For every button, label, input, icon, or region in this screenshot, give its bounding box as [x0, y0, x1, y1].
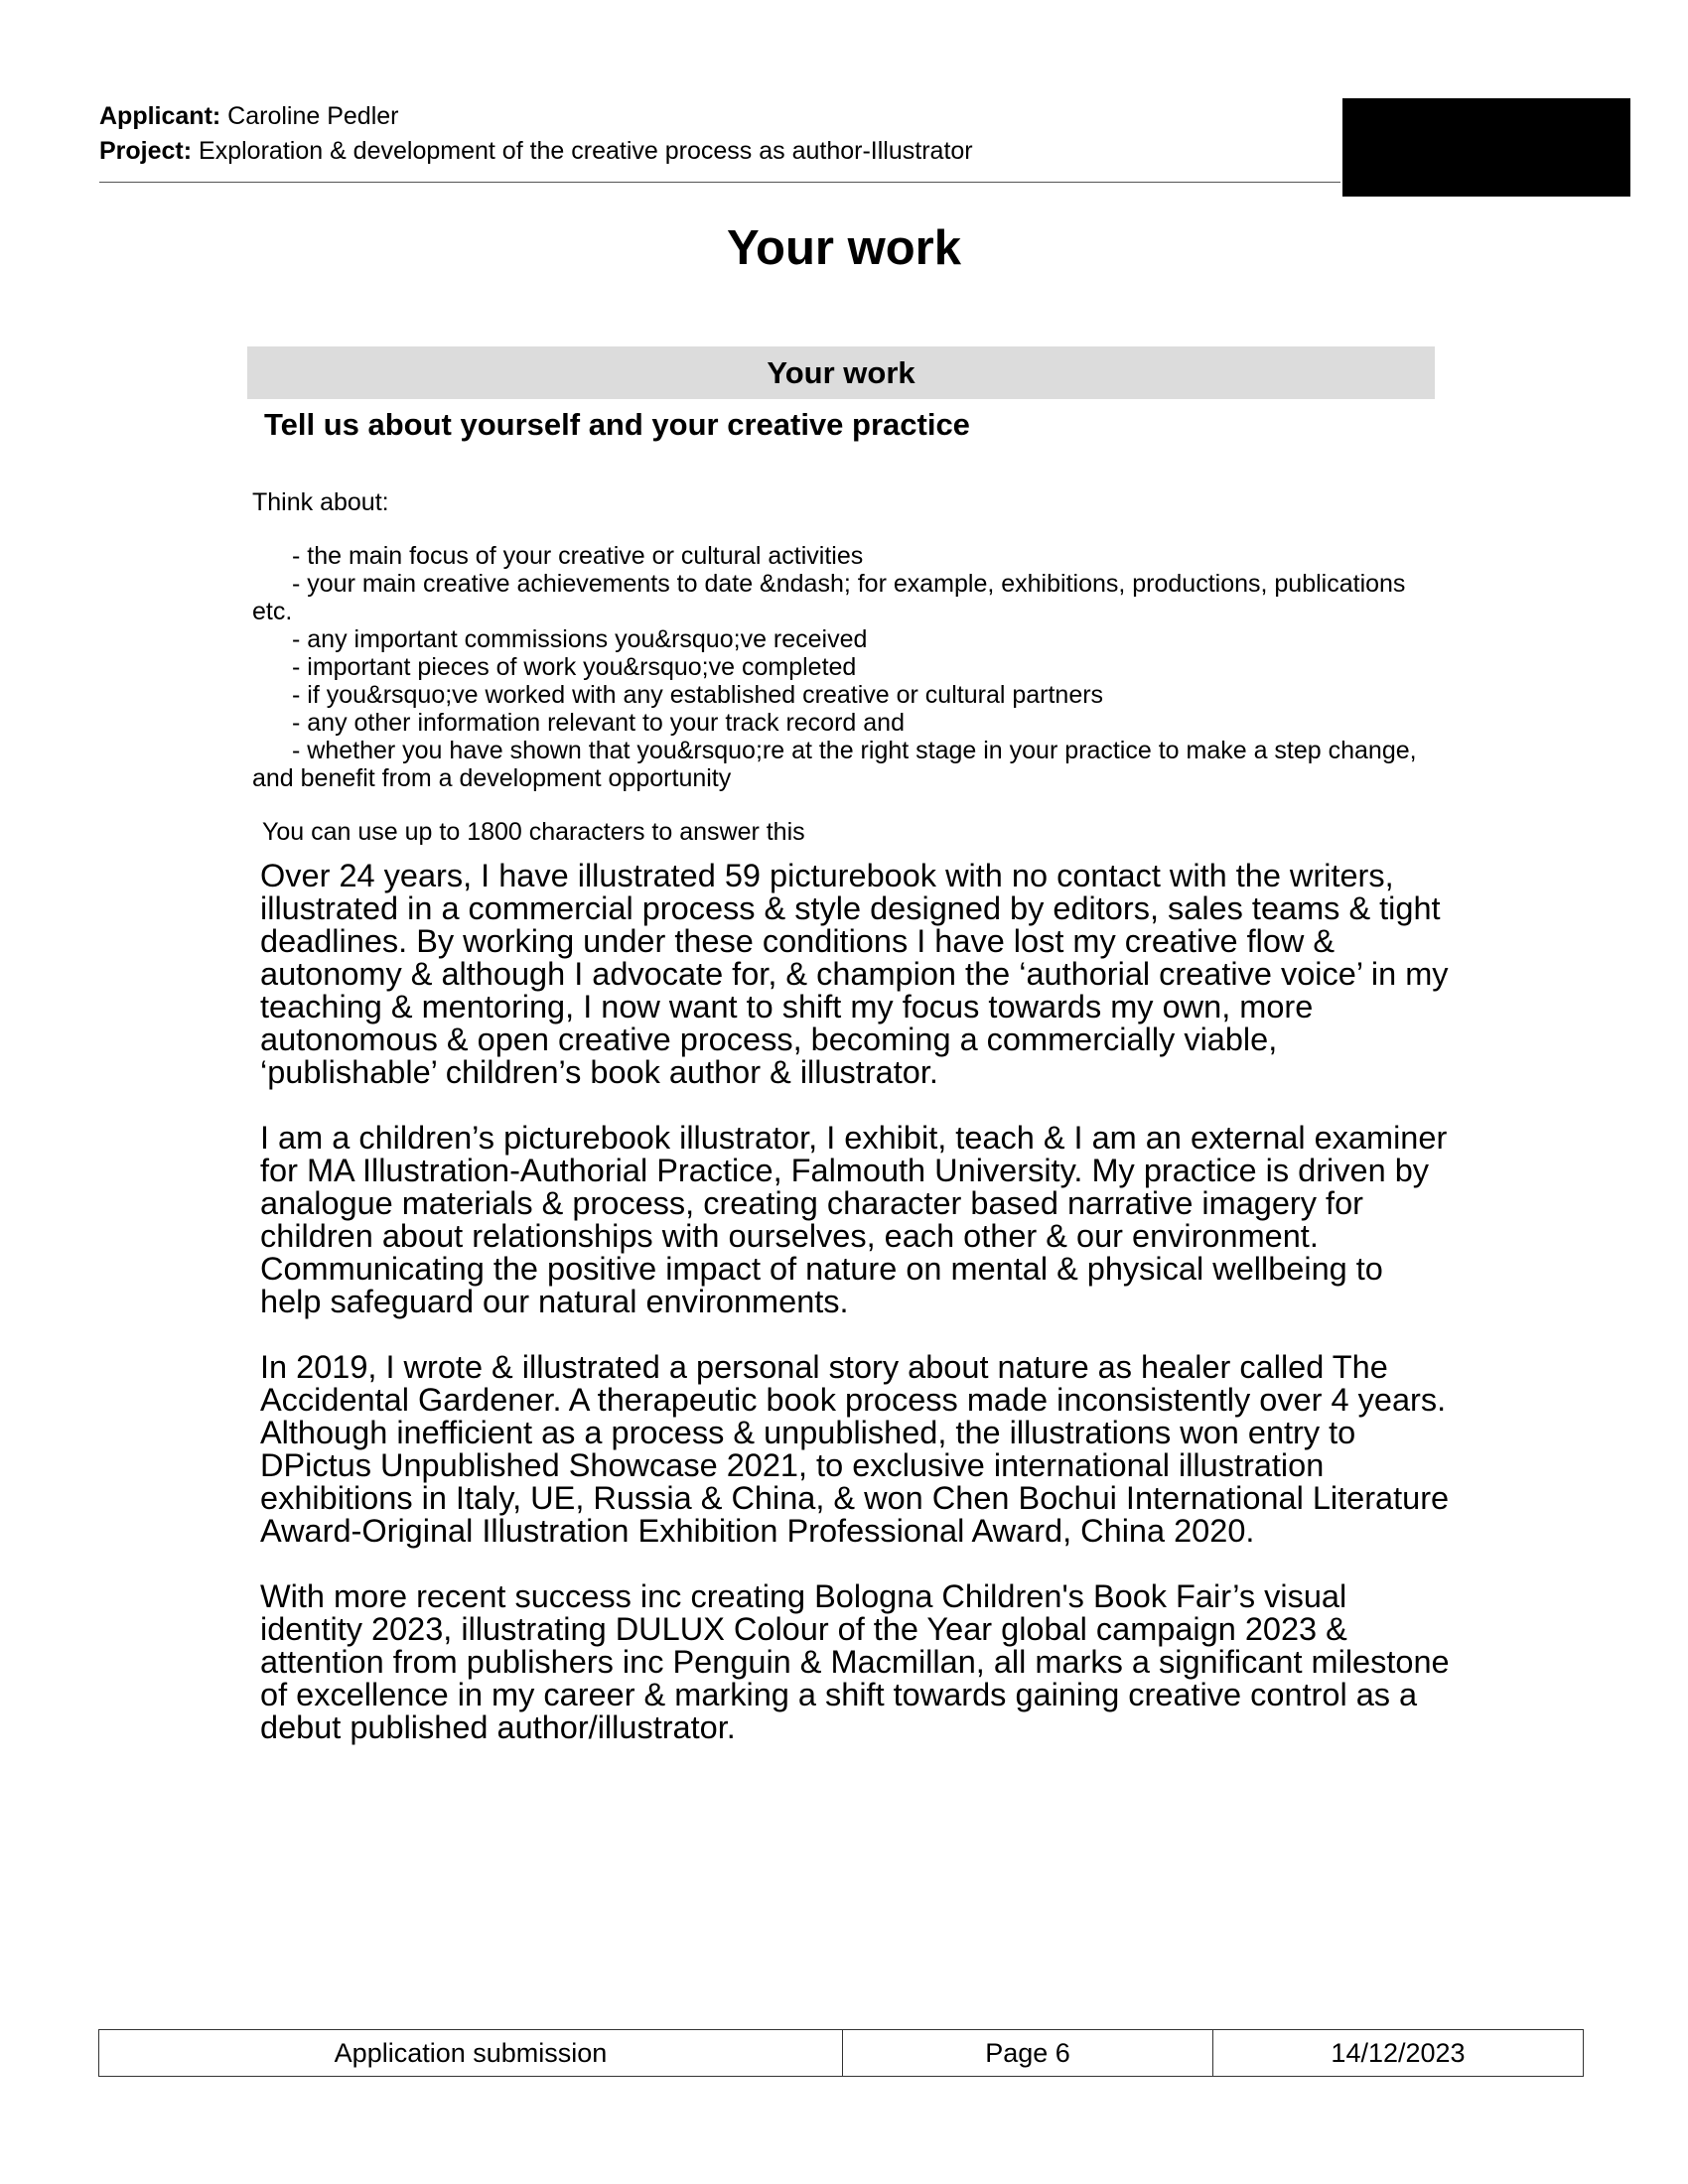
- answer-paragraph: With more recent success inc creating Bologna Children's Book Fair’s visual identity 2023, illustrating DULUX Colour of the Year global campaign 2023 & attention from publishers inc Penguin & Macmillan, all marks a significant milestone of excellence in my career & marking a shift towards gaining creative control as a debut published author/illustrator.: [260, 1578, 1450, 1745]
- guidance-item: - the main focus of your creative or cultural activities: [292, 542, 864, 570]
- guidance-item: - whether you have shown that you&rsquo;re at the right stage in your practice to make a step change, and benefit from a development opportunity: [252, 737, 1417, 792]
- page-footer: [98, 2029, 1584, 2077]
- project-line: [99, 134, 1340, 169]
- answer-paragraph: In 2019, I wrote & illustrated a personal story about nature as healer called The Accidental Gardener. A therapeutic book process made inconsistently over 4 years. Although inefficient as a process & unpublished, the illustrations won entry to DPictus Unpublished Showcase 2021, to exclusive international illustration exhibitions in Italy, UE, Russia & China, & won Chen Bochui International Literature Award-Original Illustration Exhibition Professional Award, China 2020.: [260, 1349, 1450, 1549]
- guidance-item: - your main creative achievements to date &ndash; for example, exhibitions, productions, publications etc.: [252, 570, 1406, 625]
- header-divider: [99, 182, 1340, 183]
- guidance-item: - important pieces of work you&rsquo;ve completed: [292, 653, 857, 681]
- project-name: Exploration & development of the creative process as author-Illustrator: [199, 137, 973, 165]
- question-heading: Tell us about yourself and your creative practice: [264, 407, 970, 442]
- think-about-label: Think about:: [252, 488, 389, 516]
- footer-page-number: Page 6: [843, 2030, 1213, 2076]
- applicant-line: [99, 99, 1340, 134]
- answer-paragraph: I am a children’s picturebook illustrator, I exhibit, teach & I am an external examiner for MA Illustration-Authorial Practice, Falmouth University. My practice is driven by analogue materials & process, creating character based narrative imagery for children about relationships with ourselves, each other & our environment. Communicating the positive impact of nature on mental & physical wellbeing to help safeguard our natural environments.: [260, 1120, 1448, 1319]
- footer-date: 14/12/2023: [1331, 2037, 1466, 2068]
- redacted-logo-block: [1342, 98, 1630, 197]
- guidance-item: - if you&rsquo;ve worked with any established creative or cultural partners: [292, 681, 1104, 709]
- applicant-name: Caroline Pedler: [227, 102, 399, 130]
- character-limit-note: You can use up to 1800 characters to answer this: [262, 818, 805, 846]
- page-title: Your work: [727, 221, 961, 275]
- section-title-bar: Your work: [247, 346, 1435, 399]
- applicant-label: Applicant:: [99, 102, 221, 130]
- guidance-item: - any other information relevant to your track record and: [292, 709, 905, 737]
- project-label: Project:: [99, 137, 193, 165]
- footer-label: Application submission: [99, 2030, 843, 2076]
- document-header: [99, 99, 1340, 169]
- guidance-item: - any important commissions you&rsquo;ve received: [292, 625, 868, 653]
- guidance-list: [252, 542, 1434, 792]
- answer-text: [260, 860, 1452, 1777]
- answer-paragraph: Over 24 years, I have illustrated 59 picturebook with no contact with the writers, illustrated in a commercial process & style designed by editors, sales teams & tight deadlines. By working under these conditions I have lost my creative flow & autonomy & although I advocate for, & champion the ‘authorial creative voice’ in my teaching & mentoring, I now want to shift my focus towards my own, more autonomous & open creative process, becoming a commercially viable, ‘publishable’ children’s book author & illustrator.: [260, 858, 1449, 1090]
